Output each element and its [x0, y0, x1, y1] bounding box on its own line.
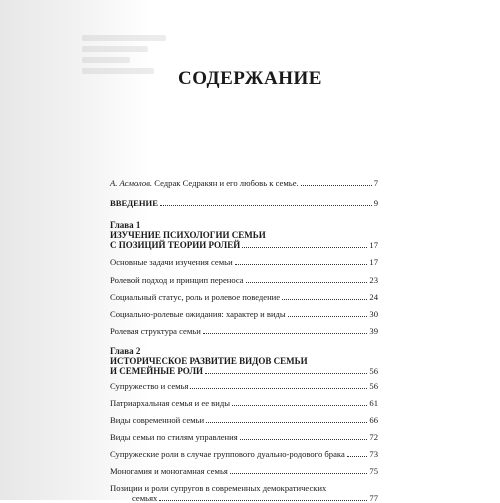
leader-dots	[242, 247, 367, 248]
chapter-1-heading[interactable]	[110, 220, 378, 250]
section-title: Социально-ролевые ожидания: характер и виды	[110, 309, 286, 319]
toc-section[interactable]	[110, 466, 378, 476]
leader-dots	[246, 282, 368, 283]
leader-dots	[288, 316, 368, 317]
page-number: 7	[373, 178, 378, 188]
page-number: 56	[369, 381, 378, 391]
toc-section[interactable]	[110, 275, 378, 285]
leader-dots	[282, 299, 367, 300]
leader-dots	[206, 422, 367, 423]
section-title: Ролевой подход и принцип переноса	[110, 275, 244, 285]
intro-title: ВВЕДЕНИЕ	[110, 198, 158, 208]
section-title-line2: семьях	[132, 493, 158, 503]
section-title: Виды современной семьи	[110, 415, 205, 425]
page-title: СОДЕРЖАНИЕ	[178, 68, 322, 89]
leader-dots	[301, 185, 372, 186]
page-number: 23	[369, 275, 378, 285]
page-number: 77	[369, 493, 378, 503]
toc-section[interactable]	[110, 309, 378, 319]
page-number: 24	[369, 292, 378, 302]
chapter-2-heading[interactable]	[110, 346, 378, 376]
chapter-title-line2: С ПОЗИЦИЙ ТЕОРИИ РОЛЕЙ	[110, 240, 241, 250]
page-number: 75	[369, 466, 378, 476]
page-number: 72	[369, 432, 378, 442]
chapter-title-line1: ИСТОРИЧЕСКОЕ РАЗВИТИЕ ВИДОВ СЕМЬИ	[110, 356, 308, 366]
leader-dots	[235, 264, 368, 265]
leader-dots	[232, 405, 367, 406]
toc-section[interactable]	[110, 432, 378, 442]
leader-dots	[190, 388, 367, 389]
chapter-label: Глава 2	[110, 346, 141, 356]
chapter-title-line2: И СЕМЕЙНЫЕ РОЛИ	[110, 366, 204, 376]
toc-section[interactable]	[110, 326, 378, 336]
page-number: 9	[373, 198, 378, 208]
leader-dots	[159, 500, 367, 501]
toc-section[interactable]	[110, 398, 378, 408]
toc-section[interactable]	[110, 257, 378, 267]
toc-section[interactable]	[110, 415, 378, 425]
page-number: 56	[369, 366, 378, 376]
toc-entry-foreword[interactable]	[110, 178, 378, 188]
section-title: Ролевая структура семьи	[110, 326, 201, 336]
section-title: Патриархальная семья и ее виды	[110, 398, 230, 408]
section-title: Супружеские роли в случае группового дуально-родового брака	[110, 449, 345, 459]
leader-dots	[240, 439, 368, 440]
section-title: Супружество и семья	[110, 381, 189, 391]
page-number: 17	[369, 257, 378, 267]
leader-dots	[160, 205, 372, 206]
leader-dots	[230, 473, 368, 474]
section-title-line1: Позиции и роли супругов в современных демократических	[110, 483, 327, 493]
page-number: 17	[369, 240, 378, 250]
foreword-title: Седрак Седракян и его любовь к семье.	[154, 178, 299, 188]
leader-dots	[347, 456, 368, 457]
page-number: 39	[369, 326, 378, 336]
section-title: Моногамия и моногамная семья	[110, 466, 228, 476]
leader-dots	[203, 333, 368, 334]
page-number: 73	[369, 449, 378, 459]
chapter-title-line1: ИЗУЧЕНИЕ ПСИХОЛОГИИ СЕМЬИ	[110, 230, 266, 240]
section-title: Основные задачи изучения семьи	[110, 257, 233, 267]
toc-section[interactable]	[110, 381, 378, 391]
section-title: Социальный статус, роль и ролевое поведение	[110, 292, 281, 302]
toc-section[interactable]	[110, 449, 378, 459]
chapter-label: Глава 1	[110, 220, 141, 230]
page-number: 61	[369, 398, 378, 408]
toc-section[interactable]	[110, 292, 378, 302]
toc-section[interactable]	[110, 483, 378, 503]
page-number: 66	[369, 415, 378, 425]
section-title: Виды семьи по стилям управления	[110, 432, 238, 442]
leader-dots	[205, 373, 367, 374]
foreword-author: А. Асмолов.	[110, 178, 153, 188]
toc-entry-intro[interactable]	[110, 198, 378, 208]
page-number: 30	[369, 309, 378, 319]
